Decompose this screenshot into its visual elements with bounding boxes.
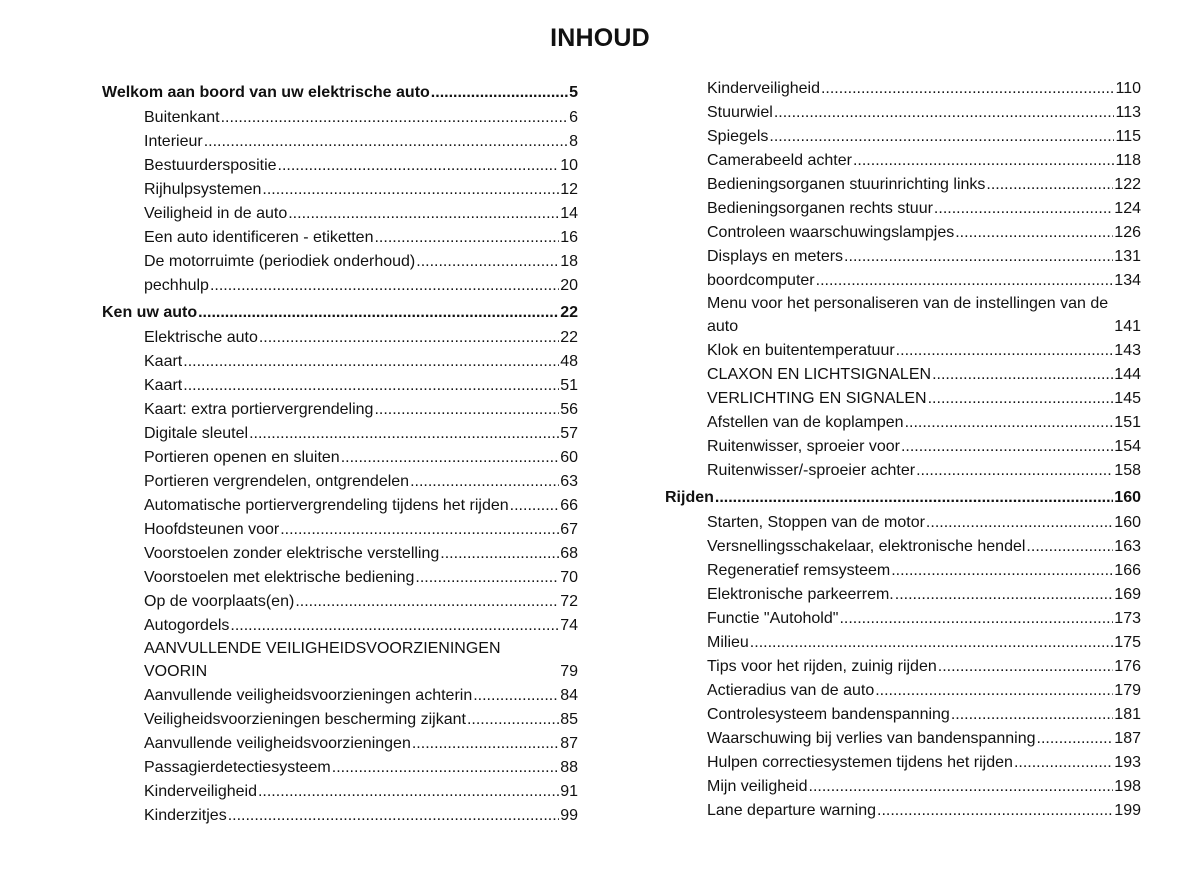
toc-entry-label: Versnellingsschakelaar, elektronische hendel: [707, 538, 1026, 555]
toc-entry-label: Controleen waarschuwingslampjes: [707, 224, 955, 241]
toc-entry-page: 141: [1114, 318, 1141, 335]
toc-entry-label: Rijhulpsystemen: [144, 181, 262, 198]
toc-entry-page: 179: [1114, 682, 1141, 699]
toc-entry-label: Portieren openen en sluiten: [144, 449, 340, 466]
dot-leader: [204, 130, 568, 154]
toc-entry-page: 199: [1114, 802, 1141, 819]
toc-entry[interactable]: [665, 799, 1141, 823]
dot-leader: [258, 780, 559, 804]
toc-entry-page: 160: [1114, 489, 1141, 506]
toc-entry-page: 14: [560, 205, 578, 222]
page-title: INHOUD: [550, 24, 650, 52]
toc-entry-label: Controlesysteem bandenspanning: [707, 706, 950, 723]
toc-entry[interactable]: [102, 614, 578, 638]
toc-entry-page: 74: [560, 617, 578, 634]
dot-leader: [412, 732, 559, 756]
toc-entry-page: 154: [1114, 438, 1141, 455]
toc-entry-label: Kinderzitjes: [144, 807, 227, 824]
toc-section[interactable]: [102, 301, 578, 325]
dot-leader: [896, 339, 1114, 363]
toc-entry-label: Mijn veiligheid: [707, 778, 808, 795]
dot-leader: [844, 245, 1113, 269]
toc-entry-page: 84: [560, 687, 578, 704]
toc-entry-page: 131: [1114, 248, 1141, 265]
dot-leader: [916, 459, 1113, 483]
toc-entry-page: 85: [560, 711, 578, 728]
dot-leader: [1026, 535, 1113, 559]
dot-leader: [230, 614, 559, 638]
toc-entry-label: pechhulp: [144, 277, 209, 294]
dot-leader: [891, 559, 1113, 583]
toc-entry-label: Klok en buitentemperatuur: [707, 342, 895, 359]
toc-entry-page: 176: [1114, 658, 1141, 675]
dot-leader: [198, 301, 559, 325]
toc-entry-page: 126: [1114, 224, 1141, 241]
toc-entry[interactable]: [102, 566, 578, 590]
toc-entry-page: 145: [1114, 390, 1141, 407]
toc-entry-page: 66: [560, 497, 578, 514]
toc-entry-label: Spiegels: [707, 128, 769, 145]
toc-entry[interactable]: [665, 101, 1141, 125]
toc-entry[interactable]: [102, 470, 578, 494]
toc-entry-page: 63: [560, 473, 578, 490]
toc-entry-label: Veiligheid in de auto: [144, 205, 288, 222]
dot-leader: [821, 77, 1115, 101]
dot-leader: [221, 106, 568, 130]
toc-entry[interactable]: [102, 446, 578, 470]
toc-entry-page: 16: [560, 229, 578, 246]
toc-entry-label: Elektronische parkeerrem.: [707, 586, 894, 603]
toc-entry[interactable]: [665, 363, 1141, 387]
dot-leader: [853, 149, 1115, 173]
toc-entry-label: Automatische portiervergrendeling tijdens het rijden: [144, 497, 509, 514]
toc-entry[interactable]: [102, 274, 578, 298]
toc-entry-label: Portieren vergrendelen, ontgrendelen: [144, 473, 410, 490]
dot-leader: [416, 250, 559, 274]
toc-entry-label: Camerabeeld achter: [707, 152, 852, 169]
toc-entry-page: 151: [1114, 414, 1141, 431]
toc-entry-label: Stuurwiel: [707, 104, 773, 121]
toc-entry-label: Autogordels: [144, 617, 230, 634]
toc-entry-page: 115: [1115, 128, 1141, 145]
toc-entry-page: 72: [560, 593, 578, 610]
toc-entry-label: boordcomputer: [707, 272, 815, 289]
toc-entry-label: Een auto identificeren - etiketten: [144, 229, 374, 246]
toc-entry[interactable]: [665, 77, 1141, 101]
toc-entry-label: Kinderveiligheid: [144, 783, 257, 800]
dot-leader: [715, 486, 1113, 510]
toc-entry-page: 68: [560, 545, 578, 562]
toc-entry-label: Milieu: [707, 634, 749, 651]
toc-entry-page: 20: [560, 277, 578, 294]
toc-section-label: Welkom aan boord van uw elektrische auto: [102, 84, 430, 101]
toc-entry-label: Buitenkant: [144, 109, 220, 126]
toc-section[interactable]: [102, 81, 578, 105]
toc-section[interactable]: [665, 486, 1141, 510]
dot-leader: [259, 326, 559, 350]
toc-entry[interactable]: [665, 679, 1141, 703]
toc-entry-page: 169: [1114, 586, 1141, 603]
toc-entry-label: Kinderveiligheid: [707, 80, 820, 97]
toc-entry-page: 22: [560, 329, 578, 346]
toc-entry-page: 144: [1114, 366, 1141, 383]
toc-entry-label: Hoofdsteunen voor: [144, 521, 280, 538]
toc-entry-label: Hulpen correctiesystemen tijdens het rijden: [707, 754, 1013, 771]
toc-entry[interactable]: [102, 106, 578, 130]
toc-entry[interactable]: [665, 775, 1141, 799]
dot-leader: [280, 518, 559, 542]
dot-leader: [473, 684, 559, 708]
dot-leader: [769, 125, 1114, 149]
dot-leader: [875, 679, 1113, 703]
toc-entry-label: Bedieningsorganen rechts stuur: [707, 200, 933, 217]
toc-entry-label: VOORIN: [144, 663, 208, 680]
toc-entry-page: 18: [560, 253, 578, 270]
toc-entry-label: Ruitenwisser/-sproeier achter: [707, 462, 916, 479]
dot-leader: [774, 101, 1115, 125]
toc-section-label: Ken uw auto: [102, 304, 198, 321]
toc-entry-label: Bedieningsorganen stuurinrichting links: [707, 176, 986, 193]
toc-entry-page: 51: [560, 377, 578, 394]
toc-entry[interactable]: [665, 583, 1141, 607]
toc-entry[interactable]: [102, 780, 578, 804]
dot-leader: [905, 411, 1114, 435]
dot-leader: [249, 422, 559, 446]
toc-entry-page: 134: [1114, 272, 1141, 289]
toc-entry[interactable]: [665, 459, 1141, 483]
toc-entry-page: 163: [1114, 538, 1141, 555]
toc-entry[interactable]: [665, 727, 1141, 751]
toc-entry-page: 91: [560, 783, 578, 800]
dot-leader: [262, 178, 559, 202]
toc-entry[interactable]: [102, 178, 578, 202]
toc-entry[interactable]: [102, 154, 578, 178]
toc-entry[interactable]: [102, 250, 578, 274]
toc-entry-page: 6: [569, 109, 578, 126]
dot-leader: [1014, 751, 1113, 775]
toc-entry-page: 181: [1114, 706, 1141, 723]
toc-entry-page: 143: [1114, 342, 1141, 359]
toc-entry-label: VERLICHTING EN SIGNALEN: [707, 390, 927, 407]
dot-leader: [955, 221, 1113, 245]
toc-entry[interactable]: [102, 684, 578, 708]
toc-entry-page: 166: [1114, 562, 1141, 579]
toc-entry-label: Regeneratief remsysteem: [707, 562, 891, 579]
toc-entry-page: 10: [560, 157, 578, 174]
toc-entry[interactable]: [665, 631, 1141, 655]
dot-leader: [809, 775, 1114, 799]
toc-entry[interactable]: [102, 326, 578, 350]
toc-entry-page: 110: [1115, 80, 1141, 97]
toc-right-column: [665, 77, 1141, 823]
toc-entry-label: Passagierdetectiesysteem: [144, 759, 331, 776]
dot-leader: [210, 274, 559, 298]
dot-leader: [510, 494, 560, 518]
dot-leader: [934, 197, 1113, 221]
toc-entry-label: Bestuurderspositie: [144, 157, 277, 174]
toc-entry-label: Afstellen van de koplampen: [707, 414, 904, 431]
dot-leader: [183, 350, 559, 374]
toc-entry-label: Functie "Autohold": [707, 610, 839, 627]
dot-leader: [932, 363, 1113, 387]
toc-entry-page: 99: [560, 807, 578, 824]
toc-entry-label: Elektrische auto: [144, 329, 258, 346]
dot-leader: [1037, 727, 1114, 751]
toc-entry-label: Kaart: [144, 377, 183, 394]
toc-entry[interactable]: [665, 149, 1141, 173]
toc-entry-page: 22: [560, 304, 578, 321]
dot-leader: [467, 708, 559, 732]
toc-entry-page: 198: [1114, 778, 1141, 795]
toc-entry-label: Tips voor het rijden, zuinig rijden: [707, 658, 937, 675]
toc-entry-label: Voorstoelen met elektrische bediening: [144, 569, 415, 586]
toc-entry[interactable]: [665, 245, 1141, 269]
dot-leader: [278, 154, 560, 178]
toc-entry[interactable]: [102, 202, 578, 226]
toc-entry-page: 12: [560, 181, 578, 198]
toc-entry-page: 67: [560, 521, 578, 538]
toc-entry[interactable]: [102, 494, 578, 518]
dot-leader: [440, 542, 559, 566]
dot-leader: [839, 607, 1113, 631]
toc-entry[interactable]: [665, 173, 1141, 197]
dot-leader: [183, 374, 559, 398]
toc-entry-label: Waarschuwing bij verlies van bandenspanning: [707, 730, 1036, 747]
toc-entry-last-line: [144, 660, 578, 684]
toc-entry[interactable]: [665, 751, 1141, 775]
toc-entry[interactable]: [665, 269, 1141, 293]
toc-entry[interactable]: [665, 607, 1141, 631]
toc-section-label: Rijden: [665, 489, 714, 506]
toc-entry-label: Digitale sleutel: [144, 425, 249, 442]
toc-entry-label: Displays en meters: [707, 248, 844, 265]
toc-entry[interactable]: [102, 350, 578, 374]
toc-entry[interactable]: [665, 293, 1141, 339]
toc-entry-page: 87: [560, 735, 578, 752]
toc-entry-page: 48: [560, 353, 578, 370]
toc-entry[interactable]: [665, 339, 1141, 363]
toc-entry-label: Op de voorplaats(en): [144, 593, 295, 610]
dot-leader: [951, 703, 1113, 727]
toc-entry[interactable]: [102, 374, 578, 398]
toc-entry-page: 187: [1114, 730, 1141, 747]
toc-entry[interactable]: [665, 221, 1141, 245]
dot-leader: [295, 590, 559, 614]
toc-entry-label: Veiligheidsvoorzieningen bescherming zijkant: [144, 711, 466, 728]
toc-entry-label: Aanvullende veiligheidsvoorzieningen: [144, 735, 411, 752]
toc-entry-label: CLAXON EN LICHTSIGNALEN: [707, 366, 932, 383]
toc-entry-page: 88: [560, 759, 578, 776]
toc-entry[interactable]: [665, 655, 1141, 679]
toc-entry-label: Starten, Stoppen van de motor: [707, 514, 925, 531]
toc-entry[interactable]: [102, 804, 578, 828]
toc-entry[interactable]: [102, 226, 578, 250]
toc-entry[interactable]: [102, 590, 578, 614]
dot-leader: [877, 799, 1113, 823]
toc-entry[interactable]: [665, 197, 1141, 221]
toc-entry[interactable]: [102, 398, 578, 422]
toc-entry-page: 70: [560, 569, 578, 586]
dot-leader: [901, 435, 1113, 459]
dot-leader: [410, 470, 559, 494]
toc-entry-label: Menu voor het personaliseren van de instellingen van de: [707, 295, 1109, 312]
dot-leader: [431, 81, 568, 105]
dot-leader: [986, 173, 1113, 197]
toc-entry-page: 5: [569, 84, 578, 101]
toc-entry[interactable]: [102, 422, 578, 446]
toc-entry[interactable]: [102, 732, 578, 756]
dot-leader: [895, 583, 1114, 607]
toc-entry[interactable]: [665, 435, 1141, 459]
toc-entry-page: 160: [1114, 514, 1141, 531]
toc-entry-label: Voorstoelen zonder elektrische verstelling: [144, 545, 440, 562]
toc-entry[interactable]: [102, 518, 578, 542]
dot-leader: [228, 804, 560, 828]
toc-entry-page: 175: [1114, 634, 1141, 651]
toc-entry-page: 56: [560, 401, 578, 418]
dot-leader: [928, 387, 1114, 411]
toc-entry[interactable]: [102, 542, 578, 566]
toc-entry-page: 8: [569, 133, 578, 150]
toc-entry[interactable]: [665, 411, 1141, 435]
toc-entry-label: auto: [707, 318, 739, 335]
toc-entry-page: 113: [1115, 104, 1141, 121]
toc-entry[interactable]: [665, 559, 1141, 583]
toc-entry-label: De motorruimte (periodiek onderhoud): [144, 253, 416, 270]
dot-leader: [288, 202, 559, 226]
toc-entry-page: 122: [1114, 176, 1141, 193]
toc-entry-page: 60: [560, 449, 578, 466]
toc-entry[interactable]: [665, 125, 1141, 149]
toc-entry[interactable]: [665, 703, 1141, 727]
dot-leader: [332, 756, 559, 780]
toc-entry-label: Lane departure warning: [707, 802, 877, 819]
dot-leader: [341, 446, 560, 470]
toc-entry-label: Kaart: [144, 353, 183, 370]
dot-leader: [374, 226, 559, 250]
toc-entry[interactable]: [102, 708, 578, 732]
toc-entry-label: Actieradius van de auto: [707, 682, 875, 699]
toc-entry-label: Ruitenwisser, sproeier voor: [707, 438, 900, 455]
toc-entry-label: Kaart: extra portiervergrendeling: [144, 401, 374, 418]
toc-entry[interactable]: [102, 638, 578, 684]
dot-leader: [750, 631, 1114, 655]
toc-entry-page: 79: [560, 663, 578, 680]
toc-entry[interactable]: [665, 511, 1141, 535]
toc-entry-page: 158: [1114, 462, 1141, 479]
dot-leader: [415, 566, 559, 590]
dot-leader: [816, 269, 1114, 293]
toc-entry-label: Aanvullende veiligheidsvoorzieningen achterin: [144, 687, 473, 704]
dot-leader: [938, 655, 1114, 679]
toc-entry-page: 118: [1115, 152, 1141, 169]
dot-leader: [374, 398, 559, 422]
toc-entry-page: 193: [1114, 754, 1141, 771]
toc-entry-label: Interieur: [144, 133, 203, 150]
toc-entry-page: 124: [1114, 200, 1141, 217]
toc-entry-page: 57: [560, 425, 578, 442]
toc-left-column: [102, 81, 578, 828]
dot-leader: [926, 511, 1113, 535]
toc-entry-label: AANVULLENDE VEILIGHEIDSVOORZIENINGEN: [144, 640, 501, 657]
toc-entry[interactable]: [665, 387, 1141, 411]
toc-entry[interactable]: [665, 535, 1141, 559]
toc-entry[interactable]: [102, 130, 578, 154]
toc-entry[interactable]: [102, 756, 578, 780]
toc-entry-last-line: [707, 315, 1141, 339]
toc-entry-page: 173: [1114, 610, 1141, 627]
